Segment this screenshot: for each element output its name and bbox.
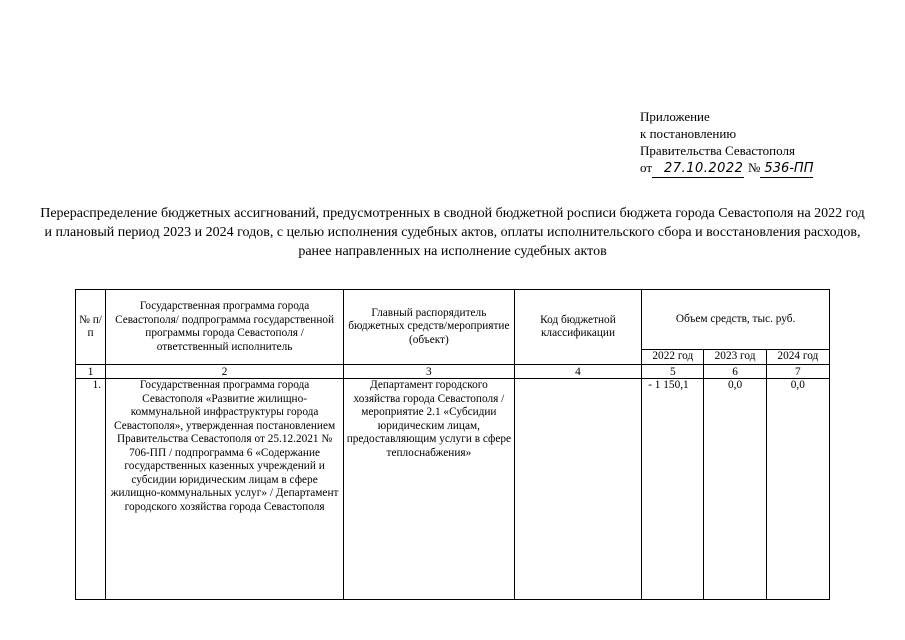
- header-code: Код бюджетной классификации: [514, 290, 642, 365]
- row-manager: Департамент городского хозяйства города Севастополя / мероприятие 2.1 «Субсидии юридическим лицам, предоставляющим услуги в сфере теплоснабжения»: [344, 379, 515, 600]
- header-2024: 2024 год: [766, 349, 829, 364]
- appendix-line-3: Правительства Севастополя: [640, 143, 795, 158]
- header-row: [76, 290, 830, 350]
- header-manager: Главный распорядитель бюджетных средств/мероприятие (объект): [344, 290, 515, 365]
- table-row: [76, 379, 830, 600]
- index-cell: 1: [76, 365, 106, 379]
- index-cell: 6: [704, 365, 766, 379]
- handwritten-date: 27.10.2022: [652, 160, 744, 178]
- appendix-block: [640, 108, 813, 178]
- budget-table: [75, 289, 830, 600]
- header-volume: Объем средств, тыс. руб.: [642, 290, 830, 350]
- date-prefix: от: [640, 160, 653, 175]
- row-code: [514, 379, 642, 600]
- document-title: Перераспределение бюджетных ассигнований, предусмотренных в сводной бюджетной росписи бюджета города Севастополя на 2022 год и плановый период 2023 и 2024 годов, с целью исполнения судебных актов, оплаты исполнительского сбора и восстановления расходов, ранее направленных на исполнение судебных актов: [40, 206, 865, 259]
- header-program: Государственная программа города Севастополя/ подпрограмма государственной программы города Севастополя / ответственный исполнитель: [106, 290, 344, 365]
- handwritten-number: 536-ПП: [760, 160, 813, 178]
- row-amount-2023: 0,0: [704, 379, 766, 600]
- appendix-date-line: [640, 159, 813, 178]
- number-label: №: [748, 160, 761, 175]
- header-num: № п/п: [76, 290, 106, 365]
- header-2022: 2022 год: [642, 349, 704, 364]
- index-cell: 7: [766, 365, 829, 379]
- row-amount-2022: - 1 150,1: [642, 379, 704, 600]
- header-2023: 2023 год: [704, 349, 766, 364]
- row-number: 1.: [76, 379, 106, 600]
- row-amount-2024: 0,0: [766, 379, 829, 600]
- appendix-line-1: Приложение: [640, 109, 710, 124]
- index-cell: 2: [106, 365, 344, 379]
- index-cell: 5: [642, 365, 704, 379]
- row-program: Государственная программа города Севастополя «Развитие жилищно-коммунальной инфраструктуры города Севастополя», утвержденная постановлением Правительства Севастополя от 25.12.2021 № 706-ПП / подпрограмма 6 «Содержание государственных казенных учреждений и субсидии юридическим лицам в сфере жилищно-коммунальных услуг» / Департамент городского хозяйства города Севастополя: [106, 379, 344, 600]
- column-index-row: [76, 365, 830, 379]
- index-cell: 3: [344, 365, 515, 379]
- index-cell: 4: [514, 365, 642, 379]
- appendix-line-2: к постановлению: [640, 126, 737, 141]
